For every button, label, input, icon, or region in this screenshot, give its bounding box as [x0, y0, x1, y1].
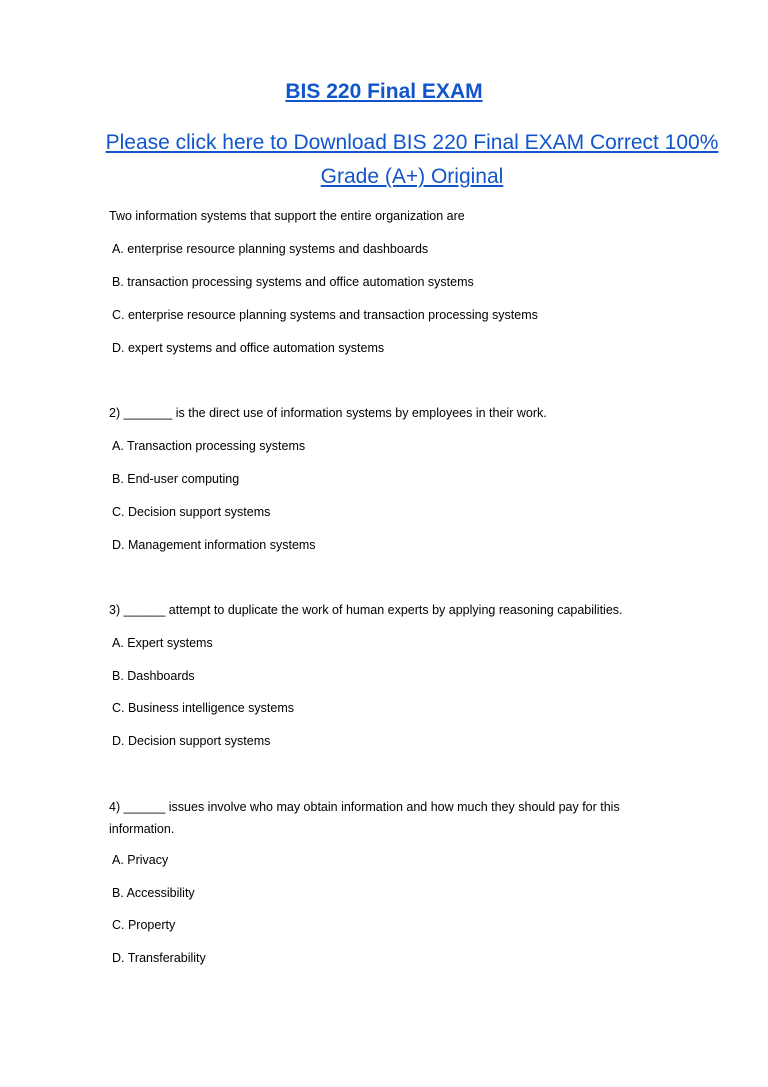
answer-option: A. Transaction processing systems: [112, 439, 306, 453]
question-text: Two information systems that support the entire organization are: [109, 209, 465, 223]
title-link[interactable]: BIS 220 Final EXAM: [285, 80, 483, 103]
page-title: [0, 78, 768, 106]
answer-option: C. Property: [112, 918, 176, 932]
question-text: 2) _______ is the direct use of information systems by employees in their work.: [109, 406, 547, 420]
question-text: 3) ______ attempt to duplicate the work of human experts by applying reasoning capabilities.: [109, 603, 623, 617]
question-text: 4) ______ issues involve who may obtain information and how much they should pay for this information.: [109, 800, 620, 836]
answer-option: B. transaction processing systems and office automation systems: [112, 275, 474, 289]
answer-option: B. Accessibility: [112, 886, 195, 900]
answer-option: A. Privacy: [112, 853, 169, 867]
answer-option: B. End-user computing: [112, 472, 240, 486]
answer-option: D. Decision support systems: [112, 734, 271, 748]
answer-option: B. Dashboards: [112, 669, 195, 683]
download-link-block: [100, 126, 724, 194]
answer-option: C. Decision support systems: [112, 505, 271, 519]
answer-option: C. enterprise resource planning systems and transaction processing systems: [112, 308, 538, 322]
answer-option: A. Expert systems: [112, 636, 213, 650]
answer-option: D. Transferability: [112, 951, 206, 965]
answer-option: D. Management information systems: [112, 538, 316, 552]
answer-option: A. enterprise resource planning systems and dashboards: [112, 242, 429, 256]
answer-option: C. Business intelligence systems: [112, 701, 295, 715]
download-link[interactable]: Please click here to Download BIS 220 Final EXAM Correct 100% Grade (A+) Original: [105, 131, 719, 188]
answer-option: D. expert systems and office automation systems: [112, 341, 385, 355]
